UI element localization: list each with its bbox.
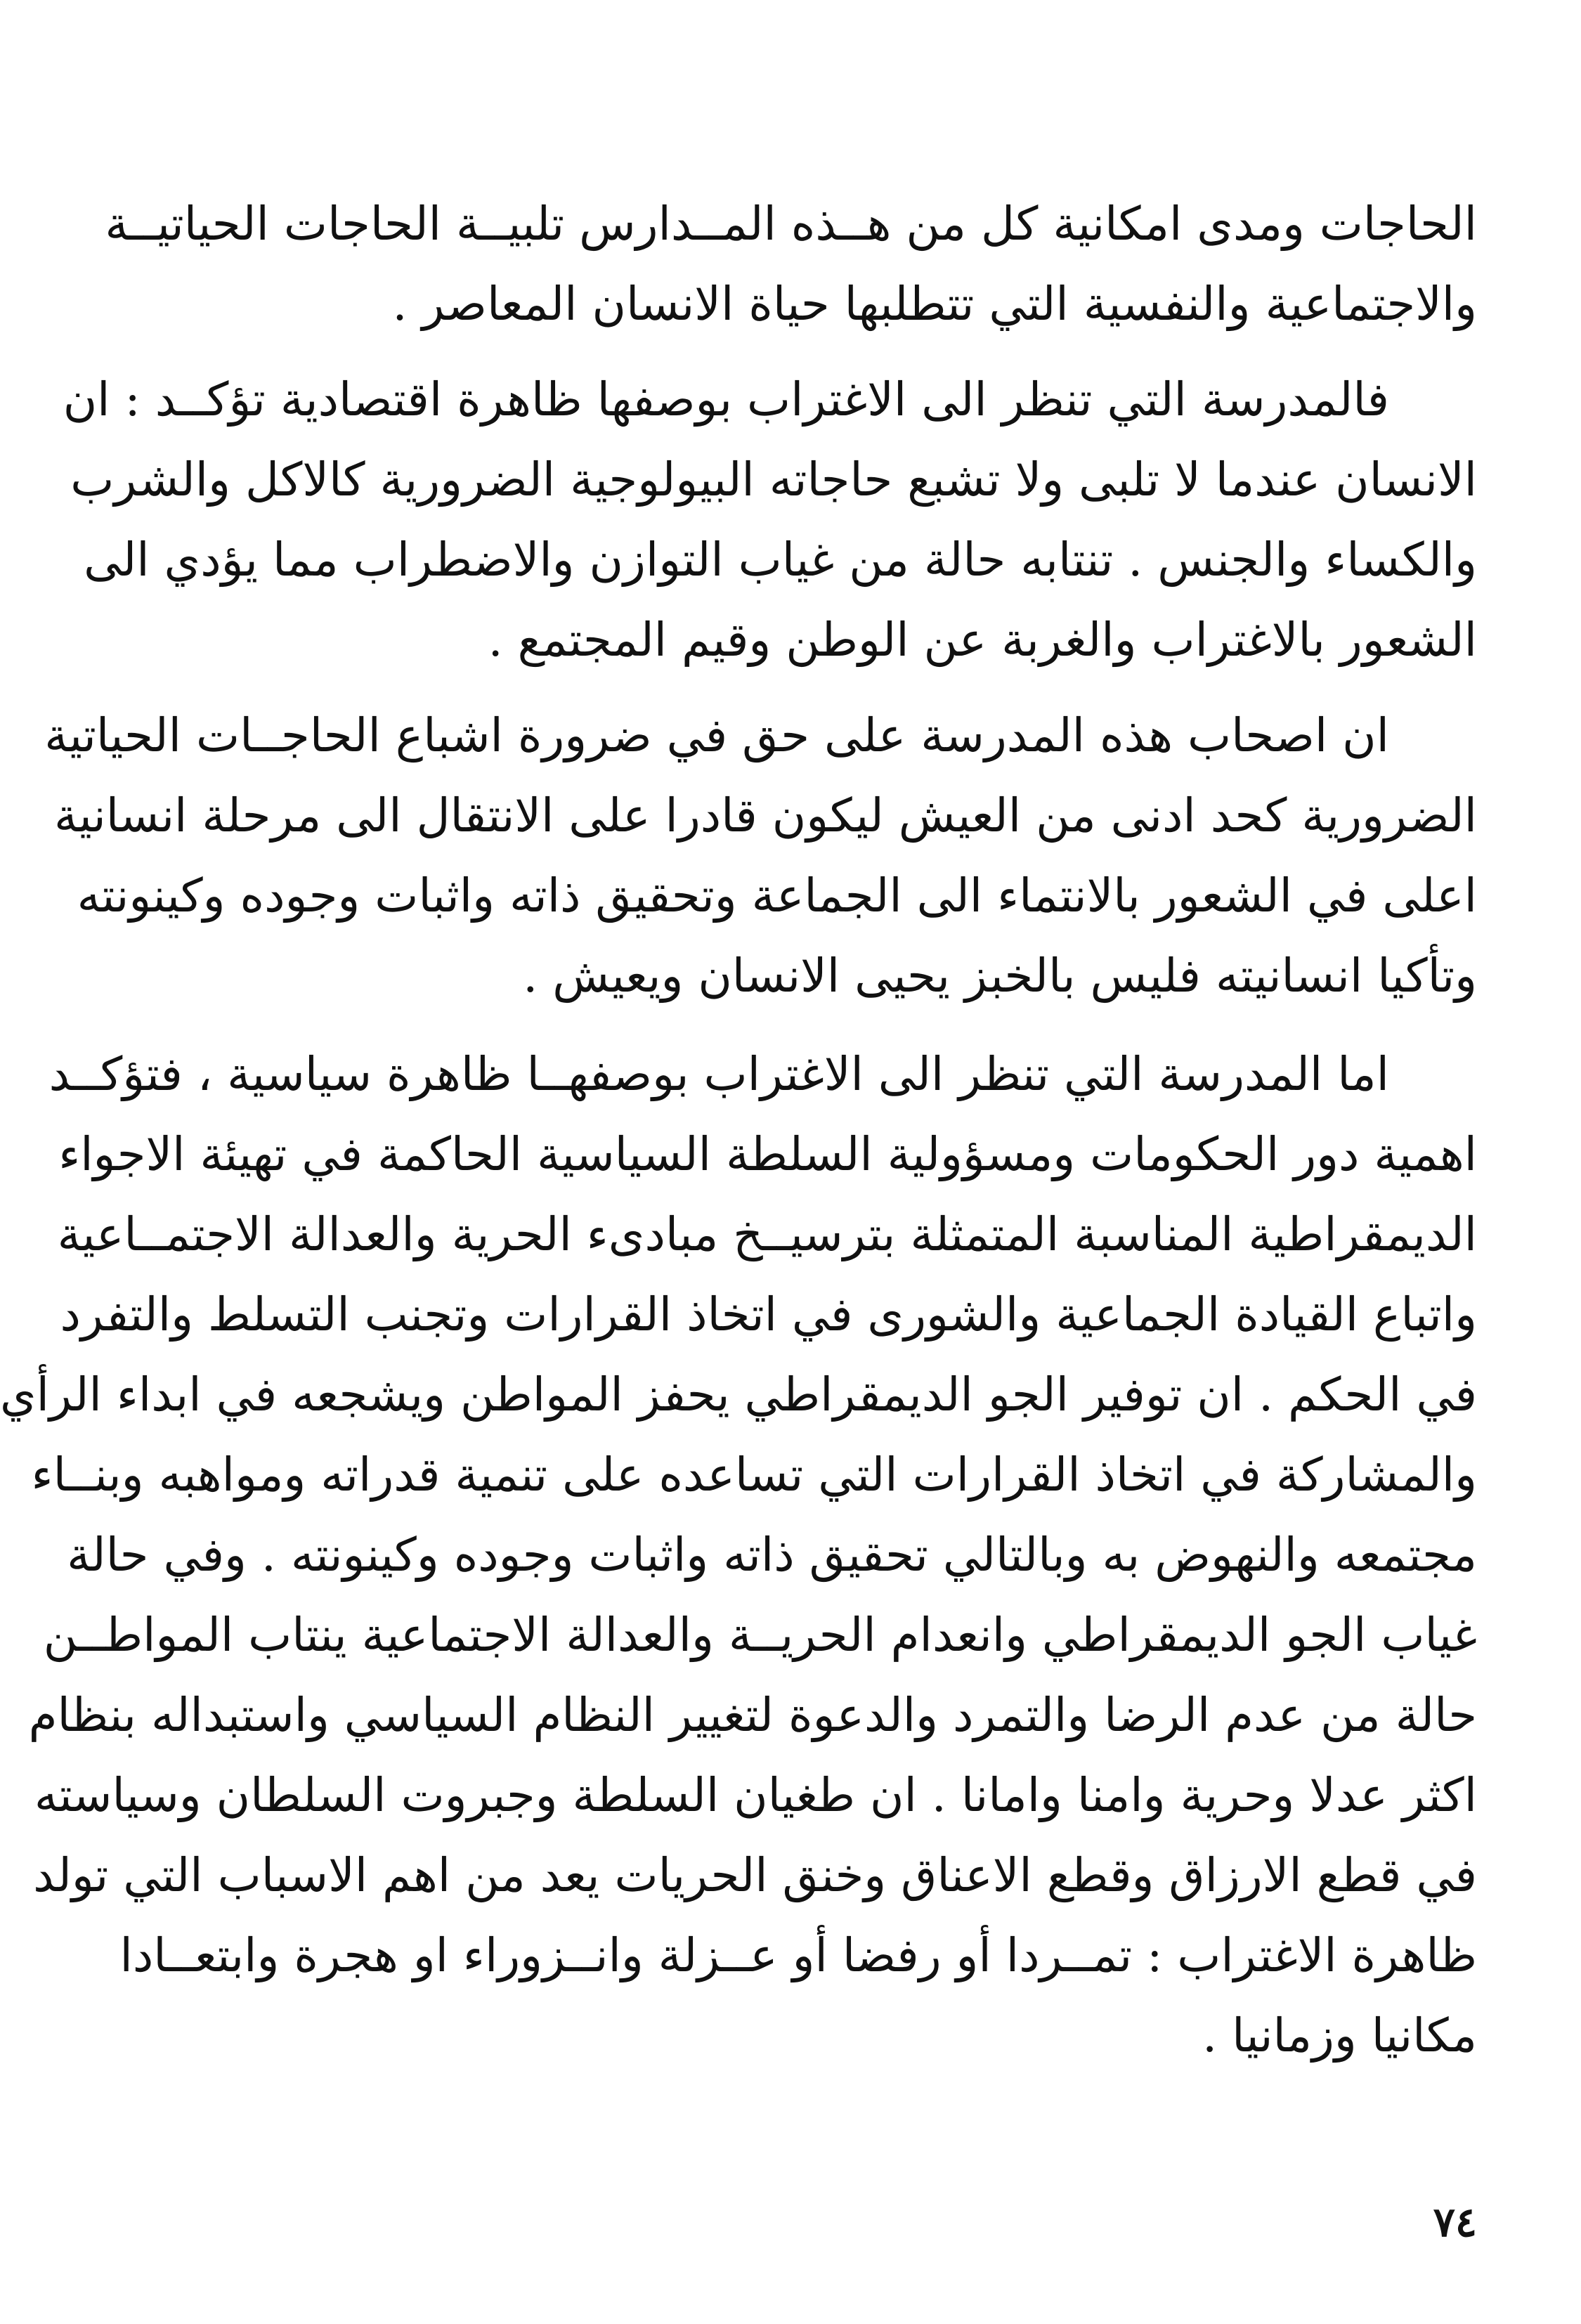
page-number: ٧٤ <box>1433 2198 1477 2246</box>
text-line: ان اصحاب هذه المدرسة على حق في ضرورة اشباع الحاجــات الحياتية <box>44 708 1389 762</box>
text-line: والمشاركة في اتخاذ القرارات التي تساعده على تنمية قدراته ومواهبه وبنــاء <box>31 1448 1477 1502</box>
body-text <box>0 184 1477 2076</box>
text-line: واتباع القيادة الجماعية والشورى في اتخاذ القرارات وتجنب التسلط والتفرد <box>60 1287 1477 1342</box>
text-line: الضرورية كحد ادنى من العيش ليكون قادرا على الانتقال الى مرحلة انسانية <box>54 788 1477 843</box>
text-line: في الحكم . ان توفير الجو الديمقراطي يحفز المواطن ويشجعه في ابداء الرأي <box>0 1368 1477 1422</box>
text-line: مجتمعه والنهوض به وبالتالي تحقيق ذاته واثبات وجوده وكينونته . وفي حالة <box>67 1528 1477 1582</box>
text-line: وتأكيا انسانيته فليس بالخبز يحيى الانسان ويعيش . <box>523 949 1477 1003</box>
text-line: اعلى في الشعور بالانتماء الى الجماعة وتحقيق ذاته واثبات وجوده وكينونته <box>77 869 1477 923</box>
text-line: والكساء والجنس . تنتابه حالة من غياب التوازن والاضطراب مما يؤدي الى <box>84 533 1477 587</box>
text-line: فالمدرسة التي تنظر الى الاغتراب بوصفها ظاهرة اقتصادية تؤكــد : ان <box>63 372 1389 427</box>
paragraph-1 <box>105 184 1477 344</box>
text-line: الحاجات ومدى امكانية كل من هــذه المــدارس تلبيــة الحاجات الحياتيــة <box>105 197 1477 251</box>
paragraph-3 <box>44 696 1477 1016</box>
text-line: الديمقراطية المناسبة المتمثلة بترسيــخ مبادىء الحرية والعدالة الاجتمــاعية <box>57 1207 1477 1261</box>
text-line: اكثر عدلا وحرية وامنا وامانا . ان طغيان السلطة وجبروت السلطان وسياسته <box>34 1768 1477 1822</box>
text-line: غياب الجو الديمقراطي وانعدام الحريــة والعدالة الاجتماعية ينتاب المواطــن <box>43 1608 1477 1662</box>
text-line: في قطع الارزاق وقطع الاعناق وخنق الحريات يعد من اهم الاسباب التي تولد <box>33 1848 1477 1902</box>
text-line: مكانيا وزمانيا . <box>1202 2008 1477 2063</box>
text-line: حالة من عدم الرضا والتمرد والدعوة لتغيير النظام السياسي واستبداله بنظام <box>28 1688 1477 1742</box>
text-line: ظاهرة الاغتراب : تمــردا أو رفضا أو عــزلة وانــزوراء او هجرة وابتعــادا <box>119 1928 1477 1982</box>
text-line: والاجتماعية والنفسية التي تتطلبها حياة الانسان المعاصر . <box>392 277 1477 331</box>
paragraph-2 <box>63 360 1477 680</box>
paragraph-4 <box>0 1034 1477 2076</box>
text-line: اهمية دور الحكومات ومسؤولية السلطة السياسية الحاكمة في تهيئة الاجواء <box>58 1127 1477 1181</box>
text-line: الانسان عندما لا تلبى ولا تشبع حاجاته البيولوجية الضرورية كالاكل والشرب <box>70 453 1477 507</box>
text-line: الشعور بالاغتراب والغربة عن الوطن وقيم المجتمع . <box>488 613 1477 667</box>
text-line: اما المدرسة التي تنظر الى الاغتراب بوصفهــا ظاهرة سياسية ، فتؤكــد <box>48 1047 1389 1101</box>
